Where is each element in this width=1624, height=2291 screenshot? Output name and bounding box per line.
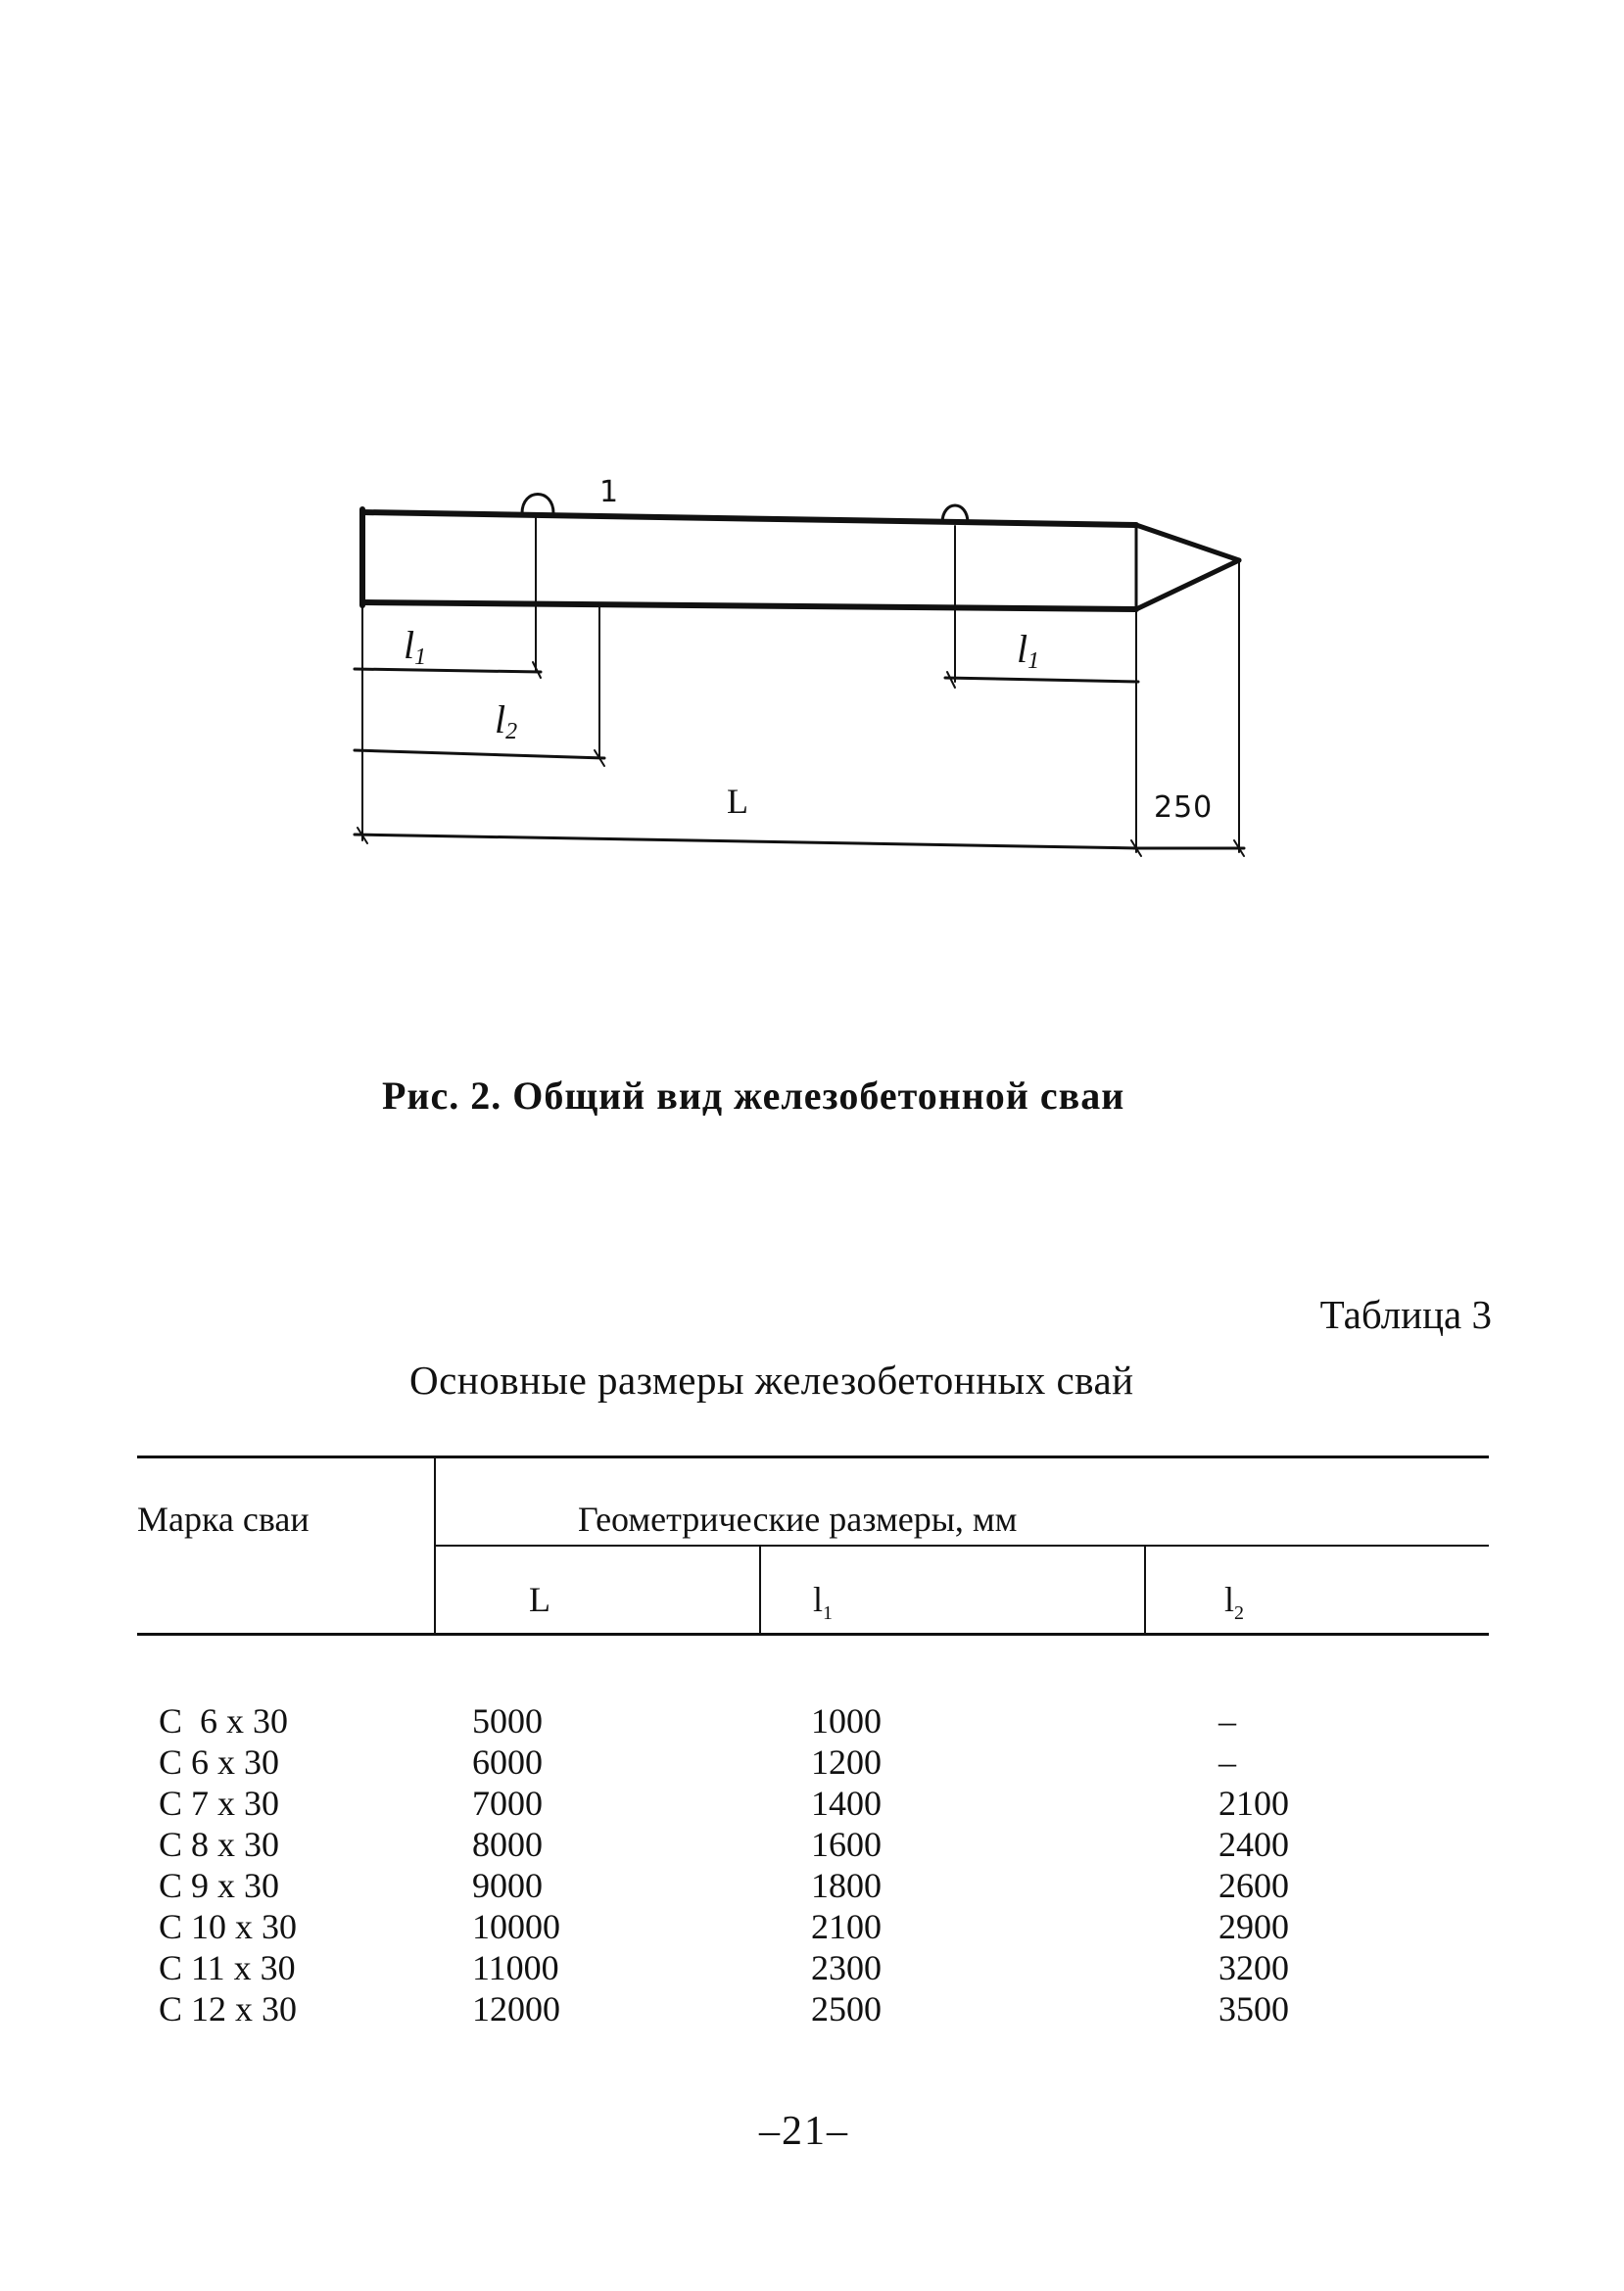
row-6-l1: 2100: [811, 1907, 882, 1946]
row-7-l2: 3200: [1218, 1948, 1289, 1987]
row-1-l1: 1000: [811, 1701, 882, 1741]
label-l1-left: l1: [404, 623, 427, 670]
header-l1: $l_1$: [813, 1580, 834, 1624]
pile-body: [362, 509, 1239, 609]
dimension-lines: [355, 662, 1244, 856]
row-6-mark: С 10 х 30: [159, 1907, 298, 1946]
row-1-mark: С 6 х 30: [159, 1701, 289, 1741]
row-6-L: 10000: [472, 1907, 560, 1946]
row-2-l1: 1200: [811, 1742, 882, 1782]
label-tip-length: 250: [1154, 790, 1214, 825]
header-geometry: Геометрические размеры, мм: [578, 1500, 1018, 1539]
row-8-l1: 2500: [811, 1989, 882, 2028]
row-1-l2: –: [1218, 1701, 1236, 1741]
label-l1-right: l1: [1017, 627, 1040, 674]
row-3-L: 7000: [472, 1784, 543, 1823]
label-L: L: [727, 782, 748, 821]
extension-lines: [362, 517, 1239, 852]
row-4-mark: С 8 х 30: [159, 1825, 280, 1864]
page-number: –21–: [759, 2109, 849, 2154]
row-2-L: 6000: [472, 1742, 543, 1782]
figure-caption: Рис. 2. Общий вид железобетонной сваи: [382, 1074, 1125, 1118]
table-top-rule: [137, 1456, 1489, 1458]
row-4-l1: 1600: [811, 1825, 882, 1864]
header-l2: $l_2$: [1224, 1580, 1245, 1624]
row-7-mark: С 11 х 30: [159, 1948, 296, 1987]
table-header-bottom-rule: [137, 1633, 1489, 1636]
table-title: Основные размеры железобетонных свай: [409, 1358, 1134, 1403]
row-3-l2: 2100: [1218, 1784, 1289, 1823]
row-7-l1: 2300: [811, 1948, 882, 1987]
table-divider-1: [434, 1456, 436, 1635]
label-l2: l2: [495, 697, 518, 744]
row-4-L: 8000: [472, 1825, 543, 1864]
row-5-l1: 1800: [811, 1866, 882, 1905]
section-mark: 1: [599, 475, 620, 509]
row-3-mark: С 7 х 30: [159, 1784, 280, 1823]
table-number: Таблица 3: [1319, 1292, 1492, 1337]
row-2-l2: –: [1218, 1742, 1236, 1782]
header-L: L: [529, 1580, 550, 1619]
row-6-l2: 2900: [1218, 1907, 1289, 1946]
row-8-mark: С 12 х 30: [159, 1989, 298, 2028]
header-mark: Марка сваи: [137, 1500, 310, 1539]
table-mid-rule: [434, 1545, 1489, 1547]
row-5-l2: 2600: [1218, 1866, 1289, 1905]
pile-drawing: [0, 0, 1624, 882]
row-3-l1: 1400: [811, 1784, 882, 1823]
table-divider-2: [759, 1546, 761, 1635]
table-divider-3: [1144, 1546, 1146, 1635]
row-5-L: 9000: [472, 1866, 543, 1905]
lifting-loop-left: [522, 495, 553, 514]
row-5-mark: С 9 х 30: [159, 1866, 280, 1905]
row-2-mark: С 6 х 30: [159, 1742, 280, 1782]
row-1-L: 5000: [472, 1701, 543, 1741]
row-7-L: 11000: [472, 1948, 559, 1987]
row-8-l2: 3500: [1218, 1989, 1289, 2028]
row-8-L: 12000: [472, 1989, 560, 2028]
row-4-l2: 2400: [1218, 1825, 1289, 1864]
